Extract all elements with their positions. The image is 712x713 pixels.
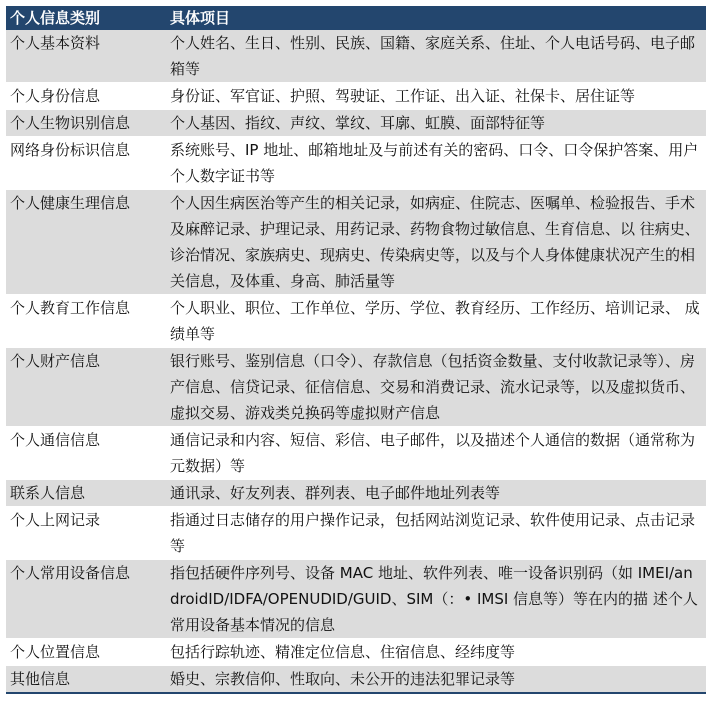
row-category: 个人教育工作信息 [6,295,166,348]
row-category: 个人生物识别信息 [6,110,166,137]
table-row [6,348,706,427]
table-row [6,110,706,137]
row-category: 个人位置信息 [6,639,166,666]
table-row [6,666,706,694]
row-category: 个人基本资料 [6,30,166,83]
row-items: 通信记录和内容、短信、彩信、电子邮件，以及描述个人通信的数据（通常称为元数据）等 [166,427,706,480]
personal-info-table [6,6,706,694]
row-items: 婚史、宗教信仰、性取向、未公开的违法犯罪记录等 [166,666,706,694]
row-items: 包括行踪轨迹、精准定位信息、住宿信息、经纬度等 [166,639,706,666]
table-row [6,507,706,560]
row-items: 系统账号、IP 地址、邮箱地址及与前述有关的密码、口令、口令保护答案、用户个人数字证书等 [166,137,706,190]
row-items: 个人基因、指纹、声纹、掌纹、耳廓、虹膜、面部特征等 [166,110,706,137]
table-header-row [6,6,706,30]
table-row [6,83,706,110]
header-category: 个人信息类别 [6,6,166,30]
header-items: 具体项目 [166,6,706,30]
table-row [6,137,706,190]
row-category: 个人健康生理信息 [6,190,166,295]
row-category: 个人上网记录 [6,507,166,560]
table-row [6,295,706,348]
table-row [6,30,706,83]
row-items: 身份证、军官证、护照、驾驶证、工作证、出入证、社保卡、居住证等 [166,83,706,110]
table-row [6,639,706,666]
row-category: 其他信息 [6,666,166,694]
row-items: 个人因生病医治等产生的相关记录，如病症、住院志、医嘱单、检验报告、手术及麻醉记录、护理记录、用药记录、药物食物过敏信息、生育信息、以 往病史、诊治情况、家族病史、现病史、传染病史等，以及与个人身体健康状况产生的相关信息，及体重、身高、肺活量等 [166,190,706,295]
table-row [6,560,706,639]
table-row [6,190,706,295]
row-category: 个人通信信息 [6,427,166,480]
row-category: 个人财产信息 [6,348,166,427]
table-row [6,480,706,507]
row-category: 联系人信息 [6,480,166,507]
row-items: 个人职业、职位、工作单位、学历、学位、教育经历、工作经历、培训记录、 成绩单等 [166,295,706,348]
row-category: 个人常用设备信息 [6,560,166,639]
row-category: 个人身份信息 [6,83,166,110]
row-items: 个人姓名、生日、性别、民族、国籍、家庭关系、住址、个人电话号码、电子邮箱等 [166,30,706,83]
row-items: 银行账号、鉴别信息（口令）、存款信息（包括资金数量、支付收款记录等）、房产信息、信贷记录、征信信息、交易和消费记录、流水记录等，以及虚拟货币、虚拟交易、游戏类兑换码等虚拟财产信息 [166,348,706,427]
row-category: 网络身份标识信息 [6,137,166,190]
table-row [6,427,706,480]
row-items: 通讯录、好友列表、群列表、电子邮件地址列表等 [166,480,706,507]
row-items: 指包括硬件序列号、设备 MAC 地址、软件列表、唯一设备识别码（如 IMEI/androidID/IDFA/OPENUDID/GUID、SIM（：• IMSI 信息等）等在内的描 述个人常用设备基本情况的信息 [166,560,706,639]
row-items: 指通过日志储存的用户操作记录，包括网站浏览记录、软件使用记录、点击记录等 [166,507,706,560]
